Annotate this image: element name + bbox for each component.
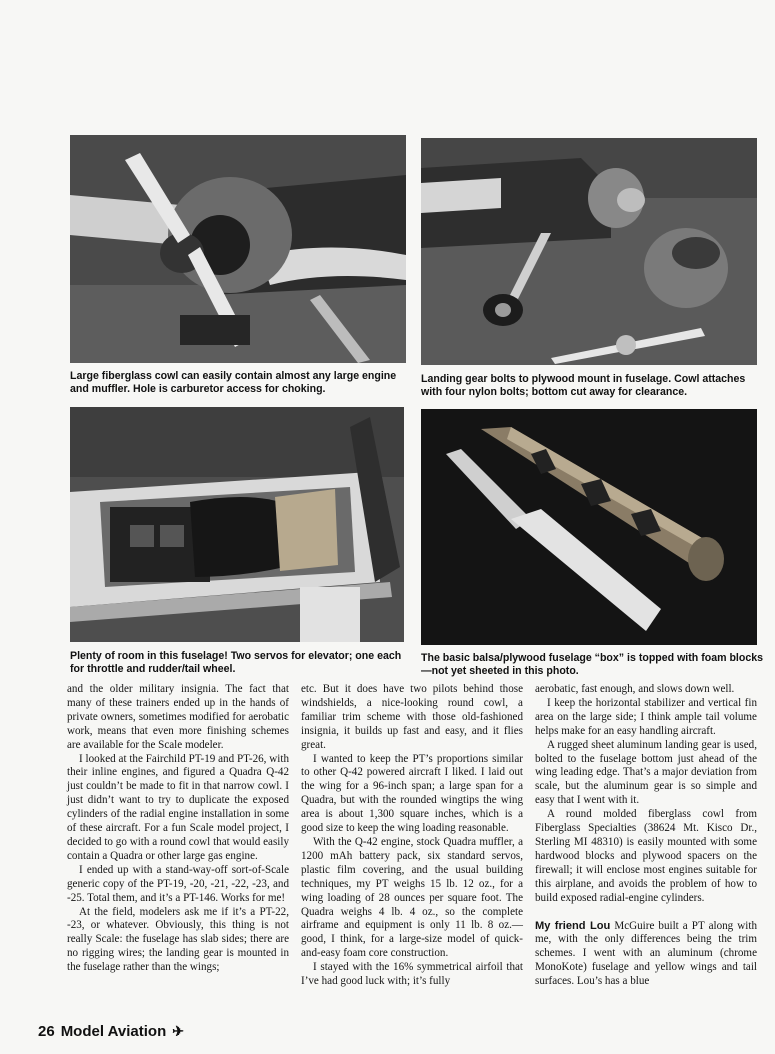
article-column-2	[301, 683, 523, 989]
paragraph: I looked at the Fairchild PT-19 and PT-26, with their inline engines, and figured a Quadra Q-42 just couldn’t be made to fit in that narrow cowl. I just didn’t want to try to duplicate the exposed cylinders of the radial engine installation in some of these aircraft. For a fun Scale model project, I decided to go with a round cowl that would easily contain a Quadra or other large gas engine.	[67, 752, 289, 862]
page-footer	[38, 1023, 184, 1040]
photo-fuselage	[70, 407, 404, 642]
paragraph: At the field, modelers ask me if it’s a PT-22, -23, or whatever. Obviously, this thing is not really Scale: the fuselage has slab sides; there are no rigging wires; the landing gear is mounted in the fuselage rather than the wings;	[67, 905, 289, 974]
paragraph: I stayed with the 16% symmetrical airfoil that I’ve had good luck with; it’s fully	[301, 961, 523, 988]
paragraph: With the Q-42 engine, stock Quadra muffler, a 1200 mAh battery pack, six standard servos, plastic film covering, and the usual building techniques, my PT weighs 15 lb. 12 oz., for a wing loading of 28 ounces per square foot. The Quadra weighs 4 lb. 4 oz., so the complete airframe and equipment is only 11 lb. 8 oz.—good, I think, for a large-size model of quick-and-easy foam core construction.	[301, 835, 523, 960]
caption-gear: Landing gear bolts to plywood mount in fuselage. Cowl attaches with four nylon bolts; bottom cut away for clearance.	[421, 373, 746, 398]
cowl-photo-illustration	[70, 135, 406, 363]
photo-cowl	[70, 135, 406, 363]
paragraph: etc. But it does have two pilots behind those windshields, a nice-looking round cowl, a familiar trim scheme with those old-fashioned insignia, it builds up fast and easy, and it flies great.	[301, 683, 523, 751]
page-number: 26	[38, 1023, 55, 1040]
magazine-name: Model Aviation	[60, 1023, 167, 1040]
photo-box	[421, 409, 757, 645]
paragraph: aerobatic, fast enough, and slows down well.	[535, 683, 735, 695]
caption-fuselage: Plenty of room in this fuselage! Two servos for elevator; one each for throttle and rudder/tail wheel.	[70, 650, 402, 675]
paragraph: A round molded fiberglass cowl from Fiberglass Specialties (38624 Mt. Kisco Dr., Sterling MI 48310) is easily mounted with some hardwood blocks and plywood spacers on the firewall; it will enclose most engines suitable for this airplane, and avoids the problem of how to build exposed radial-engine cylinders.	[535, 808, 757, 904]
box-photo-illustration	[421, 409, 757, 645]
paragraph: and the older military insignia. The fact that many of these trainers ended up in the hands of private owners, sometimes modified for aerobatic work, means that even more finishing schemes are available for the Scale modeler.	[67, 683, 289, 751]
caption-cowl: Large fiberglass cowl can easily contain almost any large engine and muffler. Hole is carburetor access for choking.	[70, 370, 397, 395]
paragraph-lead	[535, 920, 757, 990]
gear-photo-illustration	[421, 138, 757, 365]
paragraph: I keep the horizontal stabilizer and vertical fin area on the large side; I think ample tail volume helps make for an easy handling aircraft.	[535, 696, 757, 737]
paragraph: I ended up with a stand-way-off sort-of-Scale generic copy of the PT-19, -20, -21, -22, -23, and -25. Total them, and it’s a PT-146. Works for me!	[67, 863, 289, 904]
paragraph: I wanted to keep the PT’s proportions similar to other Q-42 powered aircraft I liked. I laid out the wing for a 96-inch span; a large span for a Quadra, but with the rounded wingtips the wing area is about 1,300 square inches, which is a good size to keep the wing loading reasonable.	[301, 752, 523, 835]
caption-box: The basic balsa/plywood fuselage “box” is topped with foam blocks—not yet sheeted in this photo.	[421, 652, 764, 677]
paragraph: A rugged sheet aluminum landing gear is used, bolted to the fuselage bottom just ahead of the wing leading edge. That’s a major deviation from scale, but the aluminum gear is so simple and easy that I went with it.	[535, 738, 757, 807]
paragraph-text: McGuire built a PT along with me, with the only differences being the trim schemes. I went with an aluminum (chrome MonoKote) fuselage and yellow wings and tail surfaces. Lou’s has a blue	[535, 919, 757, 988]
airplane-icon: ✈	[172, 1023, 184, 1039]
article-column-3	[535, 683, 757, 989]
lead-in-heading: My friend Lou	[535, 919, 611, 932]
photo-gear	[421, 138, 757, 365]
fuselage-photo-illustration	[70, 407, 404, 642]
article-column-1	[67, 683, 289, 975]
